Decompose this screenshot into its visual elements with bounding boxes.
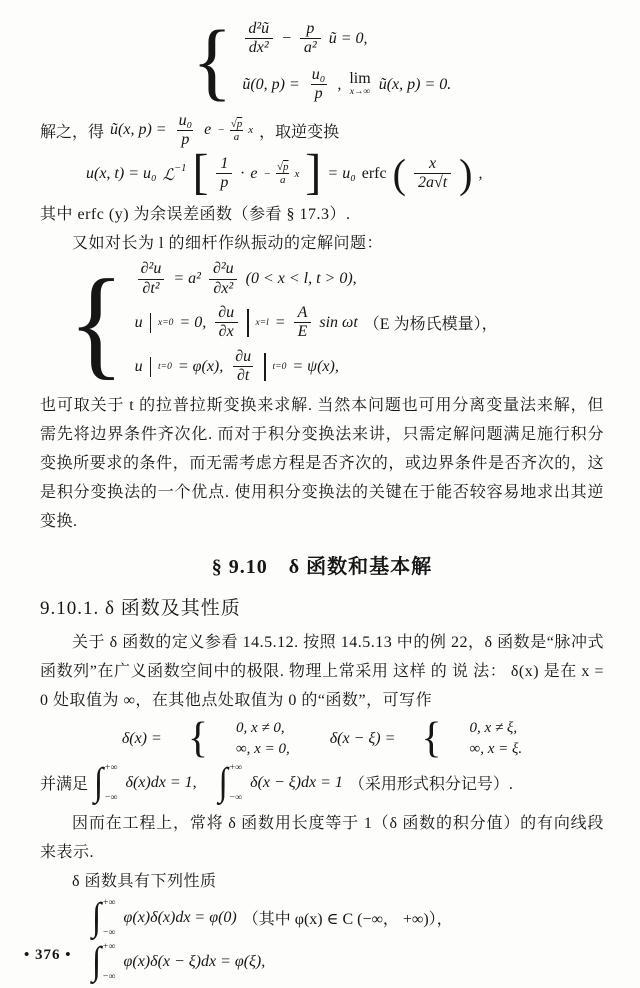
text-label: ，取逆变换 <box>259 123 340 141</box>
equation-tail: ũ = 0, <box>328 29 368 47</box>
coefficient: 2a <box>417 174 434 192</box>
operator: − <box>281 29 292 47</box>
integral-icon: ∫ <box>92 896 102 939</box>
continuity-note: （其中 φ(x) ∈ C (−∞， +∞)）， <box>242 911 453 929</box>
integral <box>92 898 116 938</box>
normalization-line <box>40 763 604 803</box>
numerator: ∂²u <box>140 260 162 278</box>
lim-word: lim <box>349 70 371 88</box>
evaluation-bar <box>150 357 151 377</box>
case-row: ∞, x = ξ. <box>469 741 523 758</box>
equals-sign: = <box>274 313 286 331</box>
delta-x-lhs: δ(x) = <box>121 730 162 748</box>
equals-psi: = ψ(x), <box>292 357 339 375</box>
equals-u0: = u₀ <box>327 164 356 182</box>
variable-x: x <box>248 124 254 137</box>
laplace-operator <box>163 163 187 185</box>
erfc-word: erfc <box>361 164 387 182</box>
eval-subscript: t=0 <box>272 361 287 372</box>
sqrt-arg: p <box>236 117 243 130</box>
rod-problem-intro: 又如对长为 l 的细杆作纵振动的定解问题： <box>72 235 383 253</box>
lower-limit: −∞ <box>102 927 116 938</box>
numerator: ∂u <box>235 347 252 365</box>
case-list <box>470 719 523 759</box>
case-row: ∞, x = 0, <box>235 741 290 758</box>
equals-zero: = 0, <box>179 313 207 331</box>
minus-sign: − <box>263 167 271 180</box>
integral <box>219 763 243 803</box>
upper-limit: +∞ <box>102 897 116 908</box>
fraction <box>231 348 255 386</box>
right-bracket-icon: ] <box>305 145 322 201</box>
left-brace-icon: { <box>421 714 442 763</box>
erfc-solution-line <box>86 145 604 201</box>
fraction <box>175 112 197 150</box>
sqrt-arg: t <box>442 174 448 192</box>
denominator: p <box>311 84 327 103</box>
integrand: δ(x − ξ)dx = 1 <box>250 773 343 791</box>
integrand: δ(x)dx = 1, <box>125 773 197 791</box>
subsection-heading: 9.10.1. δ 函数及其性质 <box>40 598 241 620</box>
integral <box>94 763 118 803</box>
euler-e: e <box>250 164 258 182</box>
equation-system-ode <box>192 13 604 110</box>
sqrt-icon: √ <box>230 117 237 130</box>
multiply-dot: · <box>240 164 245 182</box>
left-paren-icon: ( <box>392 149 406 197</box>
fraction <box>300 20 321 58</box>
left-bracket-icon: [ <box>192 145 209 201</box>
fraction <box>227 118 247 143</box>
integral-icon: ∫ <box>92 940 102 983</box>
denominator: a <box>230 130 244 143</box>
evaluation-bar <box>264 353 265 381</box>
lower-limit: −∞ <box>228 792 243 803</box>
denominator: ∂t <box>233 366 253 385</box>
engineering-representation-paragraph: 因而在工程上，常将 δ 函数用长度等于 1（δ 函数的积分值）的有向线段来表示. <box>40 814 604 861</box>
right-paren-icon: ) <box>459 149 473 197</box>
fraction <box>216 155 232 193</box>
eval-subscript: x=l <box>255 317 269 328</box>
denominator: a <box>276 173 290 186</box>
upper-limit: +∞ <box>228 762 243 773</box>
variable-x: x <box>294 167 300 180</box>
left-brace-icon: { <box>68 254 125 391</box>
pde-equation <box>135 260 498 298</box>
exponent <box>264 161 300 186</box>
numerator: 1 <box>220 154 229 172</box>
numerator: u₀ <box>178 111 193 129</box>
denominator: ∂x² <box>209 279 237 298</box>
properties-intro: δ 函数具有下列性质 <box>72 872 217 890</box>
initial-condition <box>135 348 498 386</box>
exponent <box>217 118 253 143</box>
delta-xi-lhs: δ(x − ξ) = <box>329 730 396 748</box>
denominator <box>414 173 451 192</box>
upper-limit: +∞ <box>102 941 116 952</box>
integral <box>92 942 116 982</box>
lim-subscript: x→∞ <box>349 87 371 98</box>
sifting-property-1 <box>92 898 604 938</box>
evaluation-bar <box>247 309 248 337</box>
separator: , <box>337 75 342 93</box>
numerator <box>273 161 293 173</box>
fraction <box>214 304 238 342</box>
fraction <box>137 260 166 298</box>
numerator: p <box>306 20 315 37</box>
separator: , <box>478 164 483 182</box>
numerator: ∂²u <box>212 260 234 278</box>
numerator: A <box>297 303 308 321</box>
denominator: p <box>216 173 232 192</box>
denominator: a² <box>300 38 321 57</box>
text-label: 解之，得 <box>40 123 105 141</box>
upper-limit: +∞ <box>104 762 118 773</box>
equals-phi: = φ(x), <box>177 357 224 375</box>
equation-lhs: ũ(0, p) = <box>242 75 300 93</box>
text-label: 并满足 <box>40 776 89 794</box>
numerator: ∂u <box>218 303 235 321</box>
formal-notation-note: （采用形式积分记号）. <box>348 776 513 794</box>
numerator <box>227 118 247 130</box>
fraction <box>244 20 273 58</box>
euler-e: e <box>204 121 212 139</box>
equation-boundary <box>242 66 451 104</box>
lower-limit: −∞ <box>102 971 116 982</box>
eval-subscript: t=0 <box>158 361 172 372</box>
script-L-icon: ℒ <box>162 166 175 184</box>
lower-limit: −∞ <box>104 792 118 803</box>
left-brace-icon: { <box>187 714 208 763</box>
integrand: φ(x)δ(x)dx = φ(0) <box>123 908 237 926</box>
fraction <box>414 155 451 193</box>
equation-system-pde <box>68 254 604 391</box>
denominator: ∂t² <box>138 279 163 298</box>
left-brace-icon: { <box>192 13 233 110</box>
case-row: 0, x ≠ ξ, <box>469 720 518 737</box>
denominator: dx² <box>245 38 273 57</box>
equation-tail: ũ(x, p) = 0. <box>378 75 452 93</box>
section-heading: § 9.10 δ 函数和基本解 <box>211 556 433 579</box>
variable-u: u <box>134 313 143 331</box>
fraction <box>308 66 330 104</box>
solution-line <box>40 112 604 150</box>
denominator: E <box>294 322 312 341</box>
equals-a2: = a² <box>173 270 201 288</box>
minus-sign: − <box>217 124 225 137</box>
evaluation-bar <box>150 313 151 333</box>
numerator: d²ũ <box>248 20 270 37</box>
equation-lhs: ũ(x, p) = <box>110 121 167 139</box>
eval-subscript: x=0 <box>158 317 174 328</box>
domain-condition: (0 < x < l, t > 0), <box>245 270 357 288</box>
page-number: • 376 • <box>24 947 72 963</box>
piecewise-definitions <box>40 714 604 763</box>
equation-ode <box>242 20 451 58</box>
fraction <box>294 304 312 342</box>
case-row: 0, x ≠ 0, <box>235 720 285 737</box>
inverse-sup: −1 <box>174 162 187 174</box>
laplace-method-paragraph: 也可取关于 t 的拉普拉斯变换来求解. 当然本问题也可用分离变量法来解，但需先将边界条件齐次化. 而对于积分变换法来讲，只需定解问题满足施行积分变换所要求的条件，而无需考虑方程是否齐次的，或边界条件是否齐次的，这是积分变换法的一个优点. 使用积分变换法的关键在于能否较容易地求出其逆变换. <box>40 397 604 531</box>
integral-icon: ∫ <box>218 761 228 804</box>
sqrt-icon: √ <box>276 161 284 174</box>
denominator: p <box>177 130 193 149</box>
sqrt-arg: p <box>283 161 289 174</box>
variable-u: u <box>134 357 143 375</box>
sin-term: sin ωt <box>319 313 358 331</box>
case-list <box>236 719 290 759</box>
sifting-property-2 <box>92 942 604 982</box>
integrand: φ(x)δ(x − ξ)dx = φ(ξ), <box>123 952 266 970</box>
denominator: ∂x <box>215 322 238 341</box>
delta-definition-paragraph: 关于 δ 函数的定义参看 14.5.12. 按照 14.5.13 中的例 22，δ 函数是“脉冲式函数列”在广义函数空间中的极限. 物理上常采用 这样 的 说 法： δ(x) 是在 x = 0 处取值为 ∞，在其他点处取值为 0 的“函数”，可写作 <box>40 634 604 710</box>
fraction <box>209 260 238 298</box>
numerator: x <box>429 154 437 172</box>
fraction <box>273 161 293 186</box>
sqrt-icon: √ <box>433 174 443 192</box>
integral-icon: ∫ <box>94 761 104 804</box>
equation-lhs: u(x, t) = u₀ <box>86 164 157 182</box>
numerator: u₀ <box>311 65 326 83</box>
limit-operator <box>349 71 370 98</box>
erfc-note: 其中 erfc (y) 为余误差函数（参看 § 17.3）. <box>40 206 351 224</box>
youngs-modulus-note: （E 为杨氏模量）， <box>363 316 498 334</box>
boundary-condition <box>135 304 498 342</box>
